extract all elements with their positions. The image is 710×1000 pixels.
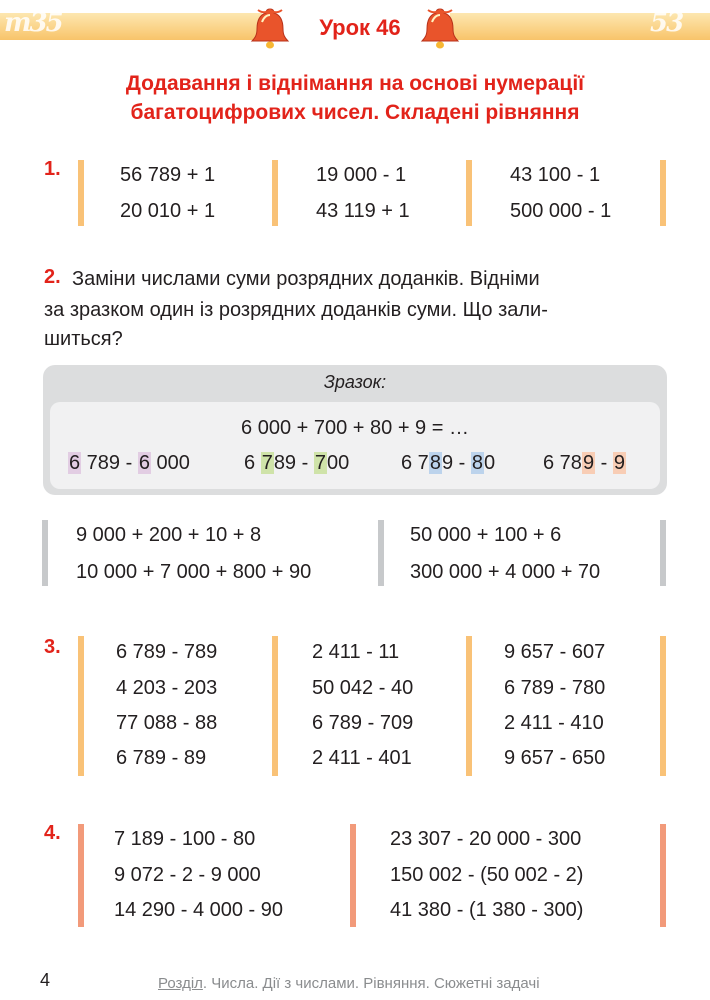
- expression: 9 000 + 200 + 10 + 8: [76, 524, 262, 546]
- task-text-line3: шиться?: [44, 328, 123, 350]
- task-number: 4.: [44, 822, 61, 844]
- footer-section-text: . Числа. Дії з числами. Рівняння. Сюжетні задачі: [202, 975, 540, 992]
- expression: 9 657 - 650: [504, 747, 606, 769]
- expression: 56 789 + 1: [120, 164, 216, 186]
- column-divider: [660, 824, 666, 927]
- lesson-title: Урок 46: [319, 15, 401, 40]
- expression: 7 189 - 100 - 80: [114, 828, 256, 850]
- expression: 14 290 - 4 000 - 90: [114, 899, 284, 921]
- column-divider: [660, 160, 666, 226]
- page-number: 4: [40, 970, 51, 990]
- sample-example: 6 789 - 6 000: [69, 452, 190, 474]
- page-title-line2: багатоцифрових чисел. Складені рівняння: [130, 101, 580, 124]
- column-divider: [350, 824, 356, 927]
- expression: 50 000 + 100 + 6: [410, 524, 562, 546]
- sample-example: 6 789 - 9: [543, 452, 625, 474]
- footer-section-label: Розділ: [158, 975, 203, 992]
- column-divider: [660, 520, 666, 586]
- page-title-line1: Додавання і віднімання на основі нумерації: [125, 72, 585, 95]
- column-divider: [272, 160, 278, 226]
- expression: 41 380 - (1 380 - 300): [390, 899, 584, 921]
- expression: 2 411 - 401: [312, 747, 412, 769]
- expression: 43 100 - 1: [510, 164, 601, 186]
- column-divider: [272, 636, 278, 776]
- expression: 2 411 - 11: [312, 641, 400, 663]
- header-deco-right: 53: [650, 8, 683, 38]
- expression: 9 657 - 607: [504, 641, 606, 663]
- expression: 6 789 - 89: [116, 747, 207, 769]
- column-divider: [466, 636, 472, 776]
- column-divider: [78, 824, 84, 927]
- expression: 6 789 - 780: [504, 677, 606, 699]
- task-text-line2: за зразком один із розрядних доданків суми. Що зали-: [44, 299, 548, 321]
- task-number: 1.: [44, 158, 61, 180]
- task-number: 3.: [44, 636, 61, 658]
- expression: 500 000 - 1: [510, 200, 612, 222]
- bell-icon: [250, 6, 290, 52]
- expression: 19 000 - 1: [316, 164, 407, 186]
- column-divider: [78, 160, 84, 226]
- column-divider: [466, 160, 472, 226]
- column-divider: [78, 636, 84, 776]
- sample-label: Зразок:: [323, 372, 387, 392]
- sample-example: 6 789 - 700: [244, 452, 350, 474]
- expression: 43 119 + 1: [316, 200, 410, 222]
- expression: 77 088 - 88: [116, 712, 218, 734]
- sample-sum: 6 000 + 700 + 80 + 9 = …: [241, 417, 469, 439]
- task-number: 2.: [44, 266, 61, 288]
- expression: 20 010 + 1: [120, 200, 216, 222]
- expression: 2 411 - 410: [504, 712, 604, 734]
- expression: 9 072 - 2 - 9 000: [114, 864, 261, 886]
- expression: 6 789 - 709: [312, 712, 414, 734]
- expression: 10 000 + 7 000 + 800 + 90: [76, 561, 312, 583]
- task-text-line1: Заміни числами суми розрядних доданків. Відніми: [72, 268, 540, 290]
- expression: 6 789 - 789: [116, 641, 218, 663]
- header-deco-left: m35: [4, 8, 62, 38]
- sample-example: 6 789 - 80: [401, 452, 496, 474]
- column-divider: [42, 520, 48, 586]
- expression: 4 203 - 203: [116, 677, 218, 699]
- expression: 50 042 - 40: [312, 677, 414, 699]
- expression: 300 000 + 4 000 + 70: [410, 561, 601, 583]
- expression: 150 002 - (50 002 - 2): [390, 864, 584, 886]
- expression: 23 307 - 20 000 - 300: [390, 828, 582, 850]
- column-divider: [660, 636, 666, 776]
- footer-section: [158, 975, 540, 992]
- column-divider: [378, 520, 384, 586]
